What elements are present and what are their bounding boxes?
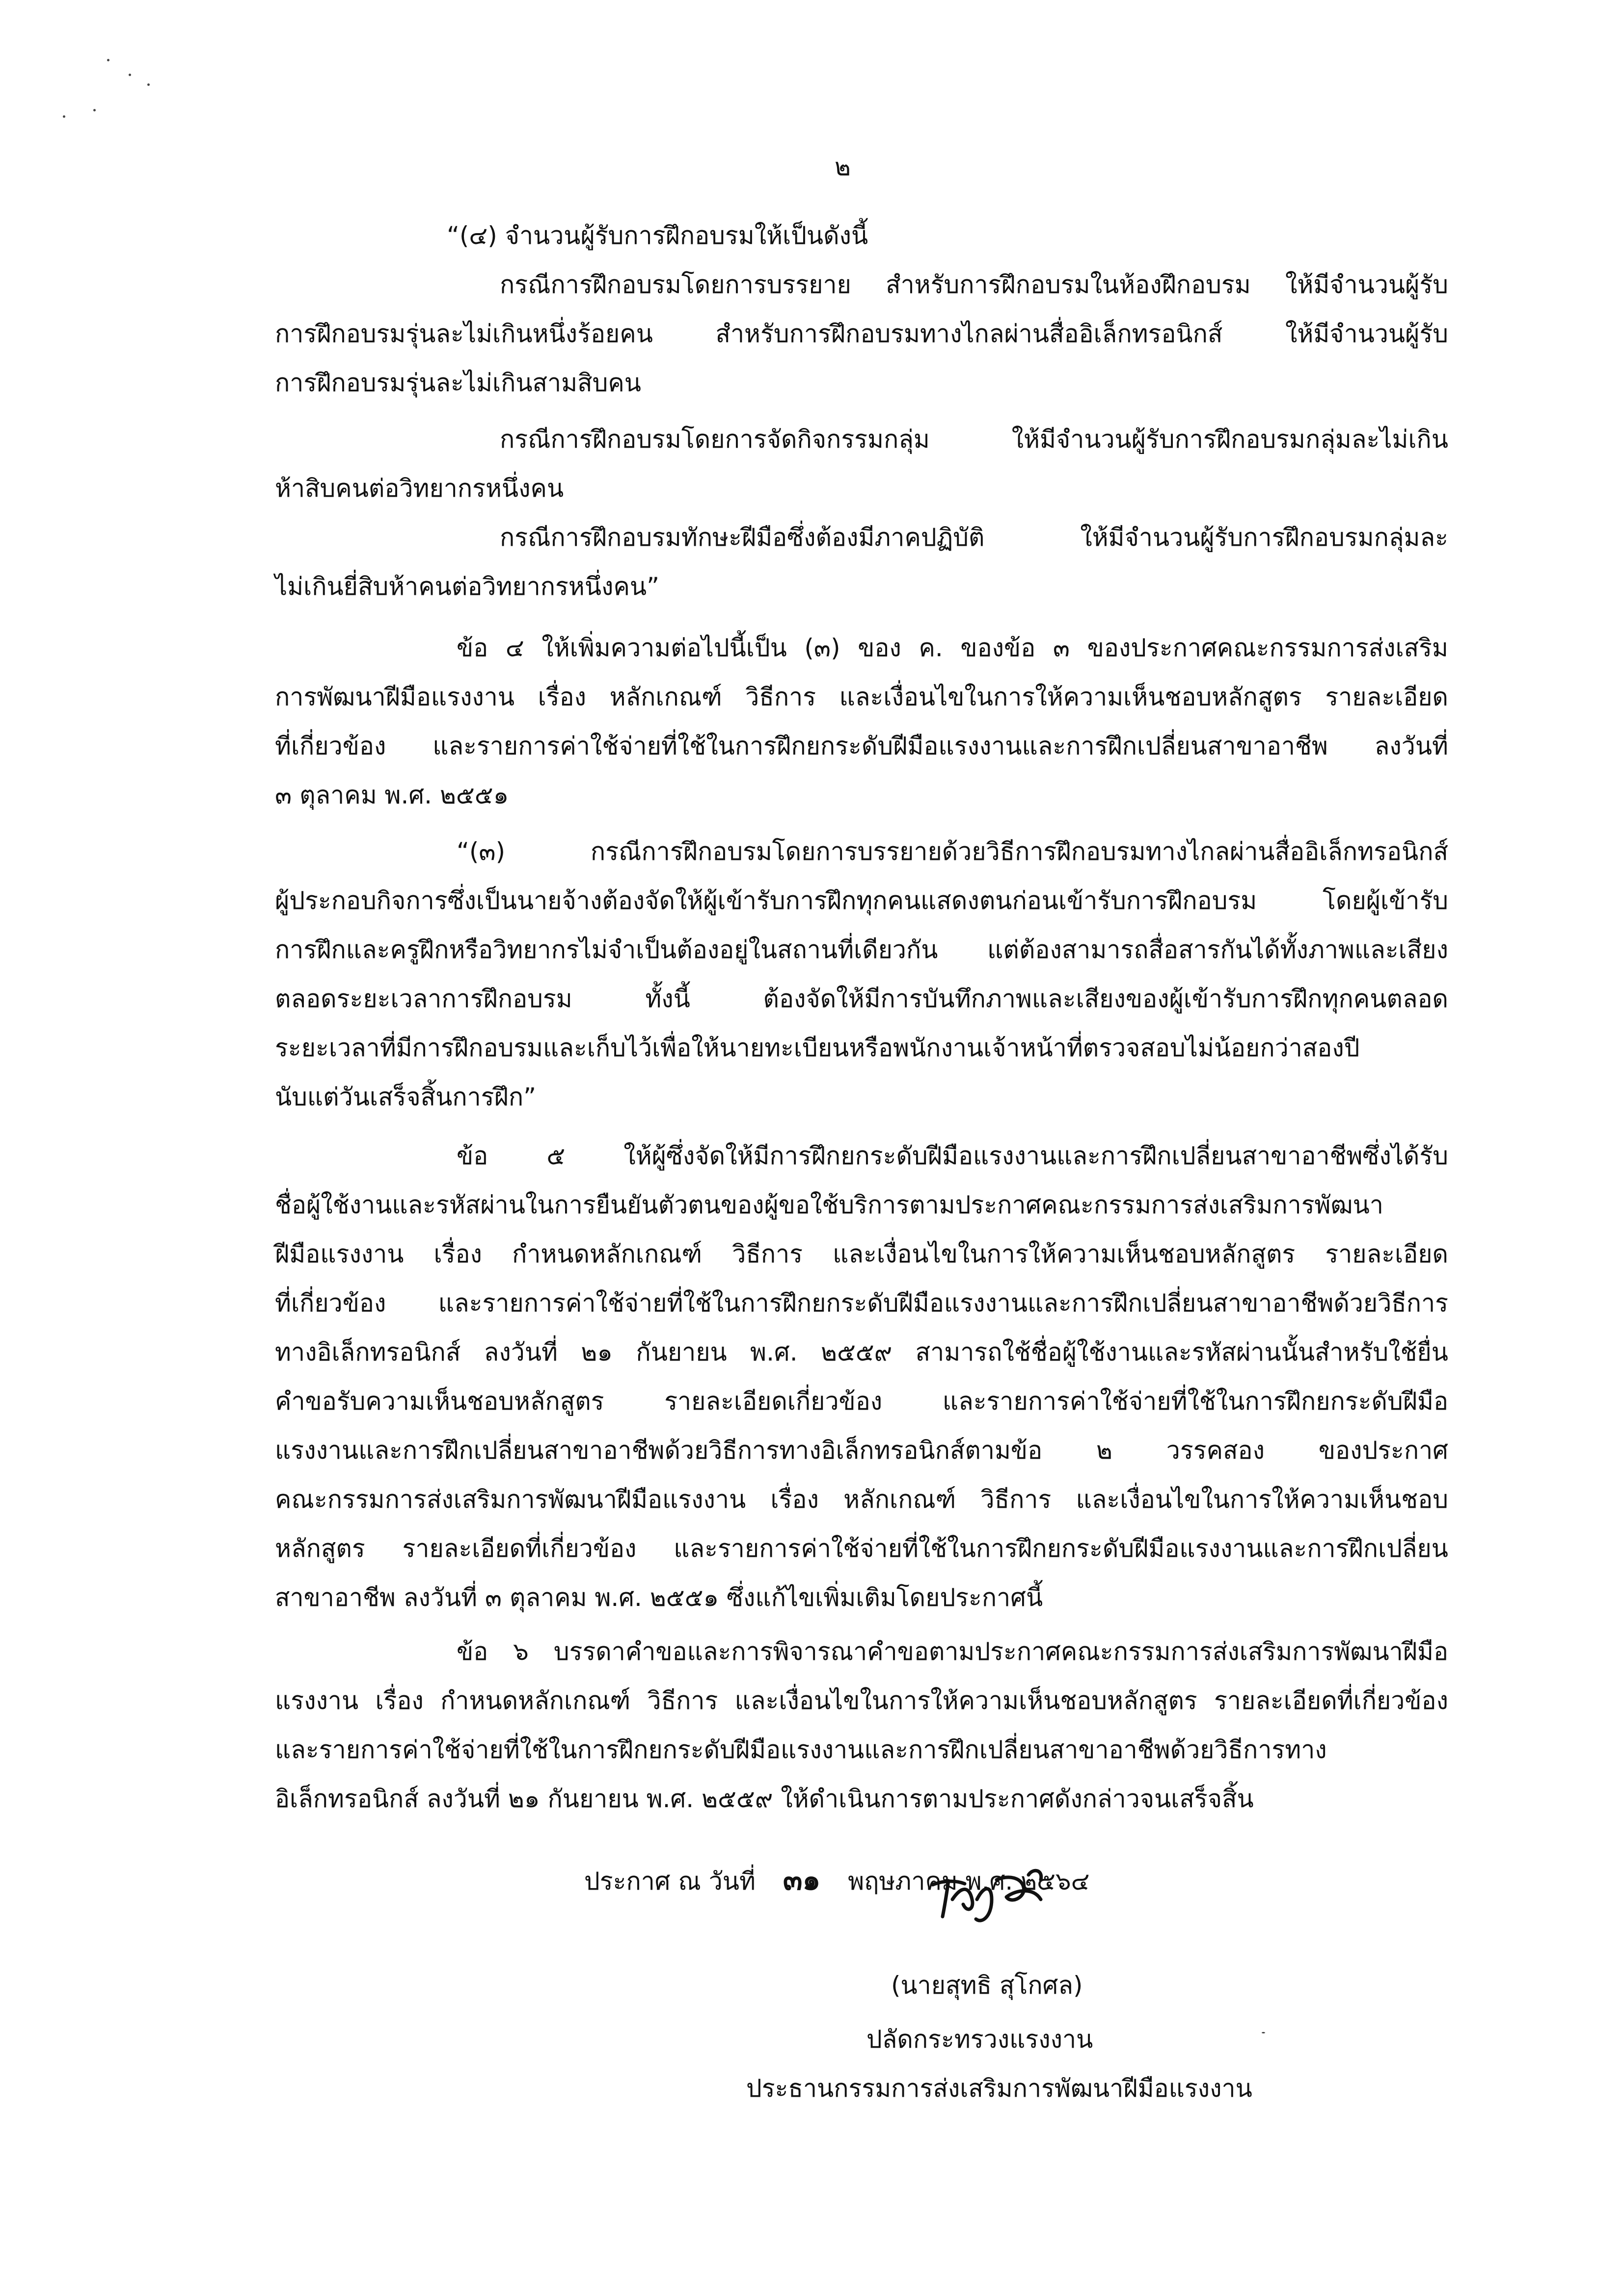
scan-speck <box>107 59 109 61</box>
section4-p2-line2: ห้าสิบคนต่อวิทยากรหนึ่งคน <box>275 474 564 503</box>
signatory-name: (นายสุทธิ สุโกศล) <box>891 1971 1083 2000</box>
clause6-line4: อิเล็กทรอนิกส์ ลงวันที่ ๒๑ กันยายน พ.ศ. ๒๕๕๙ ให้ดำเนินการตามประกาศดังกล่าวจนเสร็จสิ้น <box>275 1785 1254 1813</box>
signatory-position1: ปลัดกระทรวงแรงงาน <box>866 2025 1093 2054</box>
clause6-line3: และรายการค่าใช้จ่ายที่ใช้ในการฝึกยกระดับฝีมือแรงงานและการฝึกเปลี่ยนสาขาอาชีพด้วยวิธีการทาง <box>275 1735 1327 1764</box>
scan-speck <box>93 109 96 111</box>
handwritten-signature <box>923 1826 1080 1934</box>
clause5-line9: หลักสูตร รายละเอียดที่เกี่ยวข้อง และรายการค่าใช้จ่ายที่ใช้ในการฝึกยกระดับฝีมือแรงงานและการฝึกเปลี่ยน <box>275 1534 1448 1563</box>
clause5-line10: สาขาอาชีพ ลงวันที่ ๓ ตุลาคม พ.ศ. ๒๕๕๑ ซึ่งแก้ไขเพิ่มเติมโดยประกาศนี้ <box>275 1583 1043 1612</box>
clause6-line1: ข้อ ๖ บรรดาคำขอและการพิจารณาคำขอตามประกาศคณะกรรมการส่งเสริมการพัฒนาฝีมือ <box>457 1637 1448 1666</box>
scan-speck <box>147 83 150 86</box>
clause5-line7: แรงงานและการฝึกเปลี่ยนสาขาอาชีพด้วยวิธีการทางอิเล็กทรอนิกส์ตามข้อ ๒ วรรคสอง ของประกาศ <box>275 1436 1448 1465</box>
clause4-quote-line2: ผู้ประกอบกิจการซึ่งเป็นนายจ้างต้องจัดให้ผู้เข้ารับการฝึกทุกคนแสดงตนก่อนเข้ารับการฝึกอบรม โดยผู้เข้ารับ <box>275 886 1448 915</box>
page-number: ๒ <box>835 153 851 181</box>
clause6-line2: แรงงาน เรื่อง กำหนดหลักเกณฑ์ วิธีการ และเงื่อนไขในการให้ความเห็นชอบหลักสูตร รายละเอียดที่เกี่ยวข้อง <box>275 1686 1448 1715</box>
signatory-position2: ประธานกรรมการส่งเสริมการพัฒนาฝีมือแรงงาน <box>746 2074 1252 2103</box>
clause5-line6: คำขอรับความเห็นชอบหลักสูตร รายละเอียดเกี่ยวข้อง และรายการค่าใช้จ่ายที่ใช้ในการฝึกยกระดับฝีมือ <box>275 1387 1448 1415</box>
clause5-line3: ฝีมือแรงงาน เรื่อง กำหนดหลักเกณฑ์ วิธีการ และเงื่อนไขในการให้ความเห็นชอบหลักสูตร รายละเอียด <box>275 1240 1448 1268</box>
clause5-line1: ข้อ ๕ ให้ผู้ซึ่งจัดให้มีการฝึกยกระดับฝีมือแรงงานและการฝึกเปลี่ยนสาขาอาชีพซึ่งได้รับ <box>457 1142 1448 1170</box>
section4-p3-line1: กรณีการฝึกอบรมทักษะฝีมือซึ่งต้องมีภาคปฏิบัติ ให้มีจำนวนผู้รับการฝึกอบรมกลุ่มละ <box>500 523 1448 552</box>
clause4-quote-line6: นับแต่วันเสร็จสิ้นการฝึก” <box>275 1083 537 1111</box>
scan-speck <box>1262 2032 1265 2033</box>
announcement-prefix: ประกาศ ณ วันที่ <box>584 1867 756 1896</box>
section4-p1-line2: การฝึกอบรมรุ่นละไม่เกินหนึ่งร้อยคน สำหรับการฝึกอบรมทางไกลผ่านสื่ออิเล็กทรอนิกส์ ให้มีจำนวนผู้รับ <box>275 320 1448 348</box>
section4-p3-line2: ไม่เกินยี่สิบห้าคนต่อวิทยากรหนึ่งคน” <box>275 572 659 601</box>
section4-p1-line3: การฝึกอบรมรุ่นละไม่เกินสามสิบคน <box>275 369 641 397</box>
clause4-line3: ที่เกี่ยวข้อง และรายการค่าใช้จ่ายที่ใช้ในการฝึกยกระดับฝีมือแรงงานและการฝึกเปลี่ยนสาขาอาชีพ ลงวันที่ <box>275 732 1448 760</box>
scan-speck <box>129 74 131 76</box>
clause4-line2: การพัฒนาฝีมือแรงงาน เรื่อง หลักเกณฑ์ วิธีการ และเงื่อนไขในการให้ความเห็นชอบหลักสูตร รายละเอียด <box>275 683 1448 711</box>
announcement-day: ๓๑ <box>783 1863 821 1896</box>
section4-p1-line1: กรณีการฝึกอบรมโดยการบรรยาย สำหรับการฝึกอบรมในห้องฝึกอบรม ให้มีจำนวนผู้รับ <box>500 270 1448 299</box>
clause4-quote-line4: ตลอดระยะเวลาการฝึกอบรม ทั้งนี้ ต้องจัดให้มีการบันทึกภาพและเสียงของผู้เข้ารับการฝึกทุกคนตลอด <box>275 985 1448 1013</box>
section4-p2-line1: กรณีการฝึกอบรมโดยการจัดกิจกรรมกลุ่ม ให้มีจำนวนผู้รับการฝึกอบรมกลุ่มละไม่เกิน <box>500 425 1448 454</box>
clause4-line1: ข้อ ๔ ให้เพิ่มความต่อไปนี้เป็น (๓) ของ ค. ของข้อ ๓ ของประกาศคณะกรรมการส่งเสริม <box>457 634 1448 662</box>
scan-speck <box>63 115 65 118</box>
clause5-line8: คณะกรรมการส่งเสริมการพัฒนาฝีมือแรงงาน เรื่อง หลักเกณฑ์ วิธีการ และเงื่อนไขในการให้ความเห็นชอบ <box>275 1485 1448 1514</box>
section4-heading: “(๔) จำนวนผู้รับการฝึกอบรมให้เป็นดังนี้ <box>447 221 868 250</box>
clause5-line4: ที่เกี่ยวข้อง และรายการค่าใช้จ่ายที่ใช้ในการฝึกยกระดับฝีมือแรงงานและการฝึกเปลี่ยนสาขาอาชีพด้วยวิธีการ <box>275 1289 1448 1317</box>
clause4-quote-line5: ระยะเวลาที่มีการฝึกอบรมและเก็บไว้เพื่อให้นายทะเบียนหรือพนักงานเจ้าหน้าที่ตรวจสอบไม่น้อยกว่าสองปี <box>275 1034 1360 1062</box>
clause5-line2: ชื่อผู้ใช้งานและรหัสผ่านในการยืนยันตัวตนของผู้ขอใช้บริการตามประกาศคณะกรรมการส่งเสริมการพัฒนา <box>275 1191 1383 1219</box>
clause4-quote-line3: การฝึกและครูฝึกหรือวิทยากรไม่จำเป็นต้องอยู่ในสถานที่เดียวกัน แต่ต้องสามารถสื่อสารกันได้ทั้งภาพและเสียง <box>275 935 1448 964</box>
clause5-line5: ทางอิเล็กทรอนิกส์ ลงวันที่ ๒๑ กันยายน พ.ศ. ๒๕๕๙ สามารถใช้ชื่อผู้ใช้งานและรหัสผ่านนั้นสำหรับใช้ยื่น <box>275 1338 1448 1366</box>
announcement-month-year: พฤษภาคม พ.ศ. ๒๕๖๔ <box>848 1867 1090 1896</box>
clause4-line4: ๓ ตุลาคม พ.ศ. ๒๕๕๑ <box>275 781 509 809</box>
clause4-quote-line1: “(๓) กรณีการฝึกอบรมโดยการบรรยายด้วยวิธีการฝึกอบรมทางไกลผ่านสื่ออิเล็กทรอนิกส์ <box>457 837 1448 866</box>
